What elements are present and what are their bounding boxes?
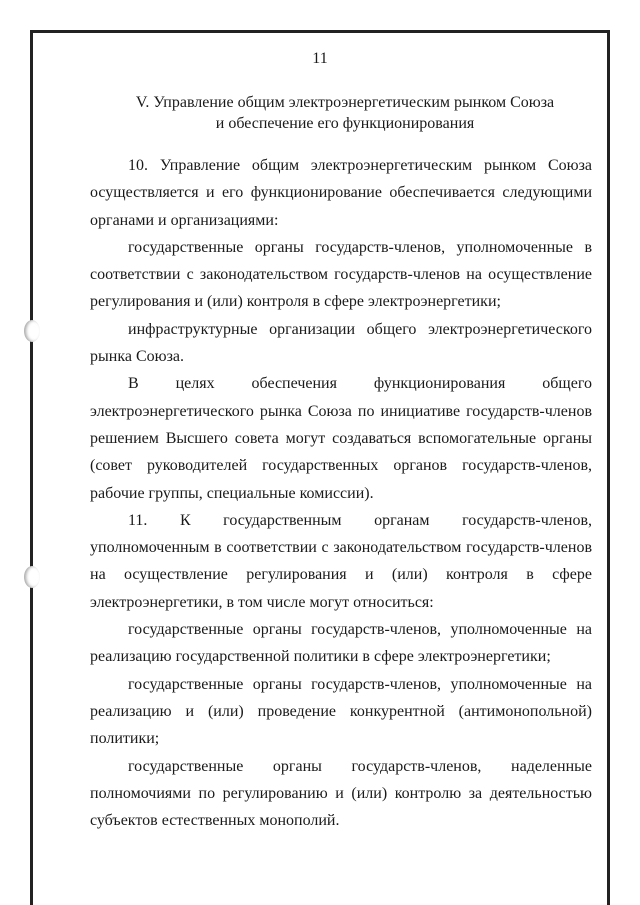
punch-hole — [24, 320, 40, 342]
list-item: государственные органы государств-членов, наделенные полномочиями по регулированию и (или) контролю за деятельностью субъектов естественных монополий. — [90, 757, 592, 830]
list-item: государственные органы государств-членов, уполномоченные на реализацию государственной политики в сфере электроэнергетики; — [90, 621, 592, 666]
paragraph-11: 11. К государственным органам государств-членов, уполномоченным в соответствии с законодательством государств-членов на осуществление регулирования и (или) контроля в сфере электроэнергетики, в том числе могут относиться: — [90, 511, 592, 611]
page-border-top — [30, 30, 610, 33]
section-heading-line-2: и обеспечение его функционирования — [215, 115, 475, 132]
page-number: 11 — [312, 50, 328, 67]
document-body — [90, 152, 592, 834]
list-item: государственные органы государств-членов, уполномоченные на реализацию и (или) проведение конкурентной (антимонопольной) политики; — [90, 675, 592, 748]
paragraph-auxiliary-bodies: В целях обеспечения функционирования общего электроэнергетического рынка Союза по инициативе государств-членов решением Высшего совета могут создаваться вспомогательные органы (совет руководителей государственных органов государств-членов, рабочие группы, специальные комиссии). — [90, 375, 592, 502]
page-border-left — [30, 30, 33, 905]
paragraph-10: 10. Управление общим электроэнергетическим рынком Союза осуществляется и его функционирование обеспечивается следующими органами и организациями: — [90, 157, 592, 229]
list-item: инфраструктурные организации общего электроэнергетического рынка Союза. — [90, 320, 592, 366]
section-heading-line-1: V. Управление общим электроэнергетическим рынком Союза — [135, 94, 555, 111]
punch-hole — [24, 566, 40, 588]
section-heading — [100, 92, 590, 134]
list-item: государственные органы государств-членов, уполномоченные в соответствии с законодательством государств-членов на осуществление регулирования и (или) контроля в сфере электроэнергетики; — [90, 238, 592, 311]
page-border-right — [607, 30, 610, 905]
